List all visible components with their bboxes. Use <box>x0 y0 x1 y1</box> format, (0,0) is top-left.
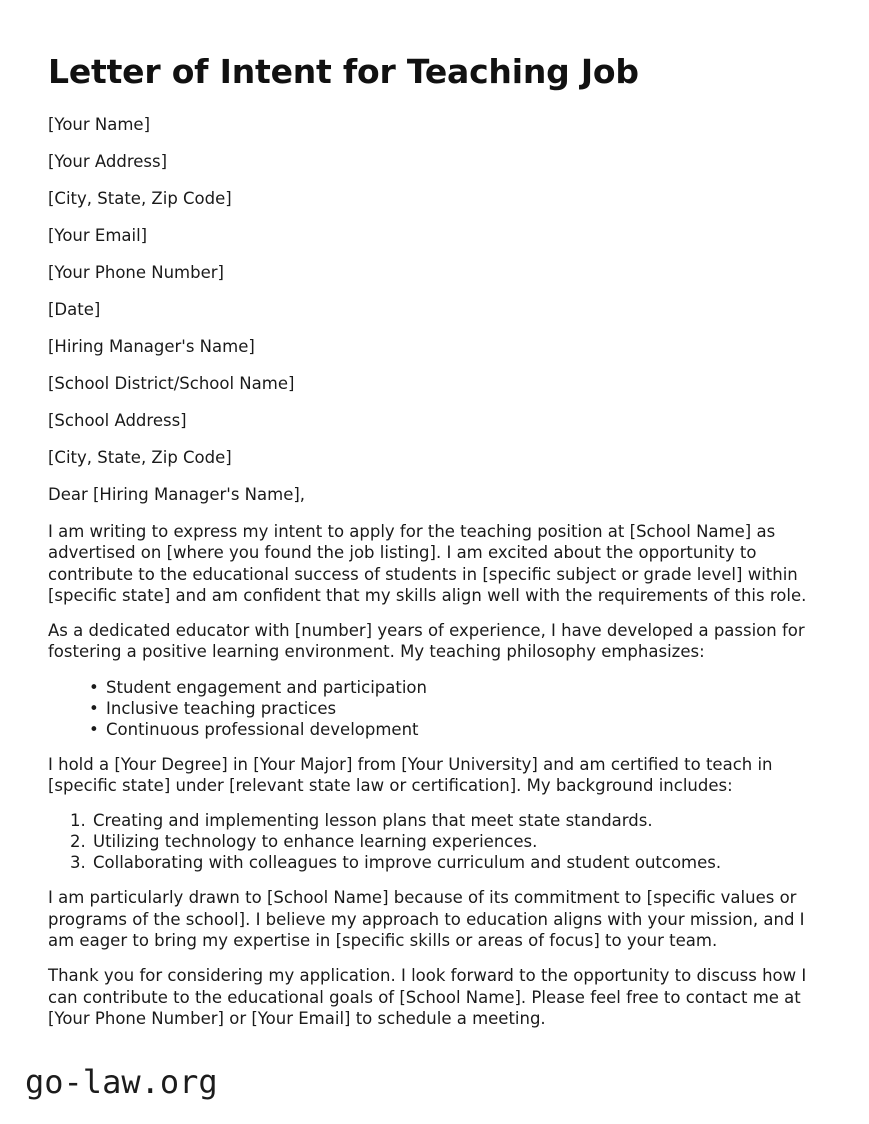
date-line: [Date] <box>48 300 101 319</box>
list-item: • Continuous professional development <box>89 719 823 740</box>
background-list <box>48 810 823 873</box>
document-body <box>48 52 823 1043</box>
salutation: Dear [Hiring Manager's Name], <box>48 485 306 504</box>
list-item: Utilizing technology to enhance learning experiences. <box>93 832 538 852</box>
list-item: • Student engagement and participation <box>89 677 823 698</box>
list-item: Creating and implementing lesson plans that meet state standards. <box>93 811 653 831</box>
recipient-city-state-zip-line: [City, State, Zip Code] <box>48 448 232 467</box>
sender-email-line: [Your Email] <box>48 226 148 245</box>
body-paragraph-1: I am writing to express my intent to apply for the teaching position at [School Name] as advertised on [where you found the job listing]. I am excited about the opportunity to contribute to the educational success of students in [specific subject or grade level] within [specific state] and am confident that my skills align well with the requirements of this role. <box>48 522 807 605</box>
list-item: Collaborating with colleagues to improve curriculum and student outcomes. <box>93 853 722 873</box>
sender-city-state-zip-line: [City, State, Zip Code] <box>48 189 232 208</box>
teaching-philosophy-list <box>48 677 823 740</box>
recipient-school-name-line: [School District/School Name] <box>48 374 295 393</box>
list-item: • Inclusive teaching practices <box>89 698 823 719</box>
body-paragraph-2: As a dedicated educator with [number] years of experience, I have developed a passion for fostering a positive learning environment. My teaching philosophy emphasizes: <box>48 621 805 662</box>
recipient-manager-name-line: [Hiring Manager's Name] <box>48 337 255 356</box>
body-paragraph-5: Thank you for considering my application. I look forward to the opportunity to discuss how I can contribute to the educational goals of [School Name]. Please feel free to contact me at [Your Phone Number] or [Your Email] to schedule a meeting. <box>48 966 807 1028</box>
sender-address-line: [Your Address] <box>48 152 168 171</box>
sender-phone-line: [Your Phone Number] <box>48 263 224 282</box>
body-paragraph-4: I am particularly drawn to [School Name] because of its commitment to [specific values or programs of the school]. I believe my approach to education aligns with your mission, and I am eager to bring my expertise in [specific skills or areas of focus] to your team. <box>48 888 805 950</box>
site-watermark: go-law.org <box>25 1063 218 1101</box>
recipient-school-address-line: [School Address] <box>48 411 187 430</box>
body-paragraph-3: I hold a [Your Degree] in [Your Major] from [Your University] and am certified to teach in [specific state] under [relevant state law or certification]. My background includes: <box>48 754 773 796</box>
sender-address-block <box>48 114 823 283</box>
page-title: Letter of Intent for Teaching Job <box>48 52 639 91</box>
recipient-address-block <box>48 336 823 468</box>
sender-name-line: [Your Name] <box>48 115 151 134</box>
